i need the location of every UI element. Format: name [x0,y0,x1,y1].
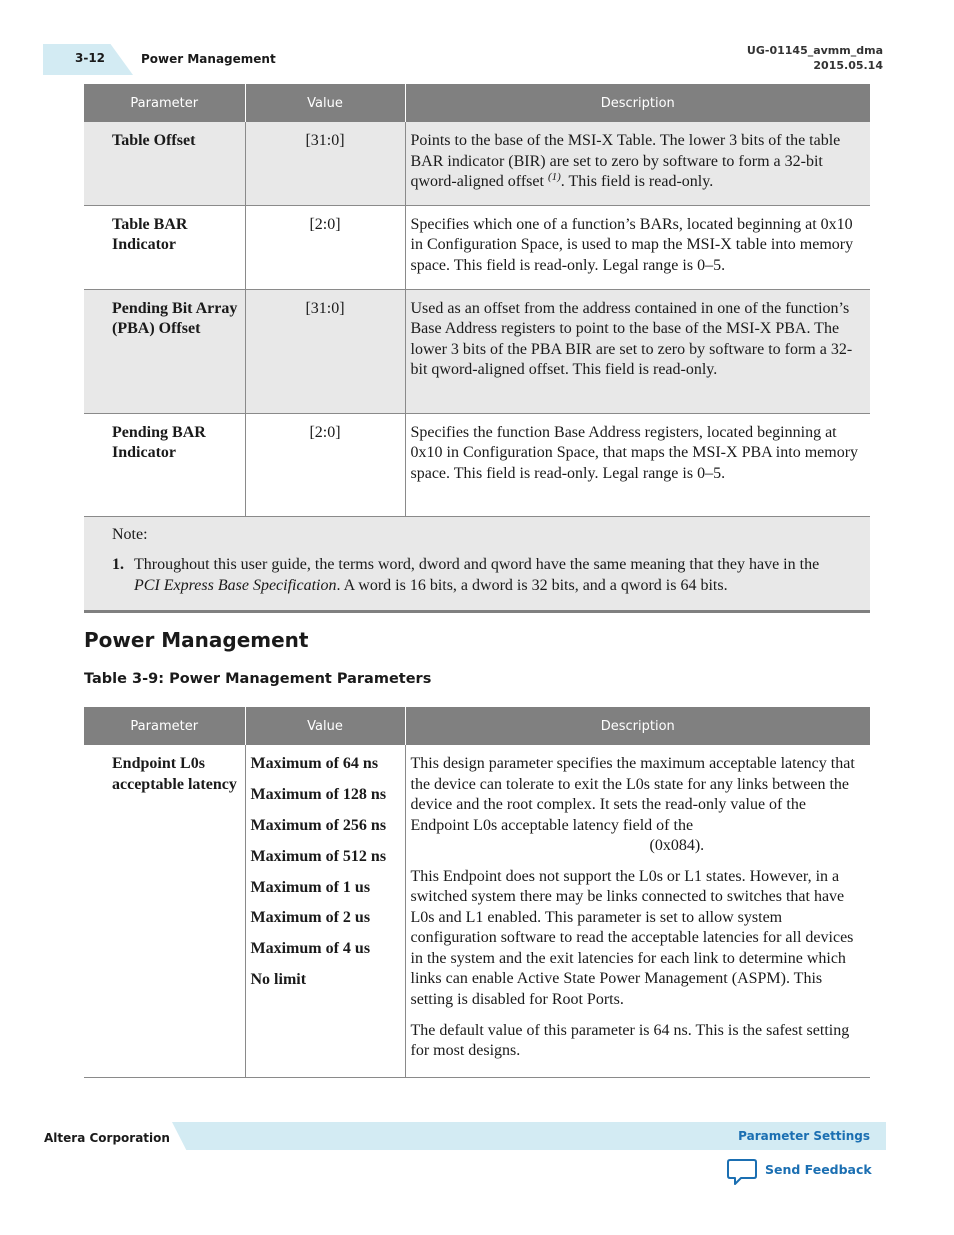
footnote-reference: (1) [547,171,561,183]
column-header-description: Description [405,84,870,122]
table-note [84,516,870,612]
speech-bubble-icon[interactable] [727,1158,757,1186]
table-row [84,205,870,289]
section-heading: Power Management [84,628,309,652]
table-header-row [84,84,870,122]
value-option: Maximum of 64 ns [250,755,379,772]
table-row [84,289,870,413]
parameter-name: Pending BAR Indicator [84,413,245,516]
value-option: Maximum of 512 ns [250,847,387,865]
description-text: Points to the base of the MSI-X Table. The lower 3 bits of the table BAR indicator (BIR) are set to zero by software to form a 32-bit qword-aligned offset [410,132,841,190]
value-option: No limit [250,971,307,989]
footnote-text-part: . A word is 16 bits, a dword is 32 bits, and a qword is 64 bits. [336,576,728,594]
footnote-number: 1. [112,556,124,573]
value-option: Maximum of 1 us [250,878,371,896]
table-row [84,122,870,205]
note-label: Note: [112,525,148,543]
column-header-parameter: Parameter [84,84,245,122]
column-header-parameter: Parameter [84,707,245,745]
table-header-row [84,707,870,745]
parameter-value: [2:0] [245,413,405,516]
footnote-text [134,555,840,596]
parameter-name: Pending Bit Array (PBA) Offset [84,289,245,413]
document-date: 2015.05.14 [813,59,883,72]
specification-title: PCI Express Base Specification [134,576,337,594]
send-feedback-link[interactable]: Send Feedback [765,1162,872,1177]
column-header-value: Value [245,84,405,122]
msix-parameters-table [84,84,870,613]
value-option: Maximum of 256 ns [250,816,387,834]
parameter-description: Used as an offset from the address contained in one of the function’s Base Address registers to point to the base of the MSI-X PBA. The lower 3 bits of the PBA BIR are set to zero by software to form a 32-bit qword-aligned offset. This field is read-only. [405,289,870,413]
table-caption: Table 3-9: Power Management Parameters [84,671,432,687]
parameter-value: [31:0] [245,122,405,205]
table-row [84,413,870,516]
parameter-description: Specifies which one of a function’s BARs, located beginning at 0x10 in Configuration Space, is used to map the MSI-X table into memory space. This field is read-only. Legal range is 0–5. [405,205,870,289]
value-option: Maximum of 2 us [250,909,371,927]
parameter-values [245,745,405,1077]
parameter-value: [2:0] [245,205,405,289]
table-note-row [84,516,870,612]
parameter-name: Endpoint L0s acceptable latency [84,745,245,1077]
running-header-section: Power Management [141,52,276,66]
column-header-description: Description [405,707,870,745]
description-paragraph: This Endpoint does not support the L0s or L1 states. However, in a switched system there may be links connected to switches that have L0s and L1 enabled. This parameter is set to allow system configuration software to read the acceptable latencies for all devices in the system and the exit latencies for each link to determine which links can enable Active State Power Management (ASPM). This setting is disabled for Root Ports. [410,867,854,1008]
value-option: Maximum of 128 ns [250,785,387,803]
power-management-parameters-table [84,707,870,1078]
footer-section-link[interactable]: Parameter Settings [738,1129,870,1143]
table-row [84,745,870,1077]
description-paragraph: The default value of this parameter is 64 ns. This is the safest setting for most designs. [410,1021,850,1060]
parameter-name: Table Offset [84,122,245,205]
parameter-name: Table BAR Indicator [84,205,245,289]
document-id: UG-01145_avmm_dma [746,44,883,57]
description-paragraph [411,754,866,857]
parameter-description [405,122,870,205]
footer-company: Altera Corporation [44,1131,170,1145]
description-text: This design parameter specifies the maximum acceptable latency that the device can tolerate to exit the L0s state for any links between the device and the root complex. It sets the read-only value of the Endpoint L0s acceptable latency field of the [410,755,855,834]
footnote-text-part: Throughout this user guide, the terms word, dword and qword have the same meaning that they have in the [134,556,820,573]
page-number: 3-12 [75,51,106,65]
footnote-item [112,555,840,596]
parameter-description: Specifies the function Base Address registers, located beginning at 0x10 in Configuration Space, that maps the MSI-X PBA into memory space. This field is read-only. Legal range is 0–5. [405,413,870,516]
description-text: . This field is read-only. [560,173,714,190]
parameter-description [405,745,870,1077]
description-text: (0x084). [649,837,705,854]
document-id-block [747,43,883,73]
value-option: Maximum of 4 us [250,940,371,958]
parameter-value: [31:0] [245,289,405,413]
column-header-value: Value [245,707,405,745]
